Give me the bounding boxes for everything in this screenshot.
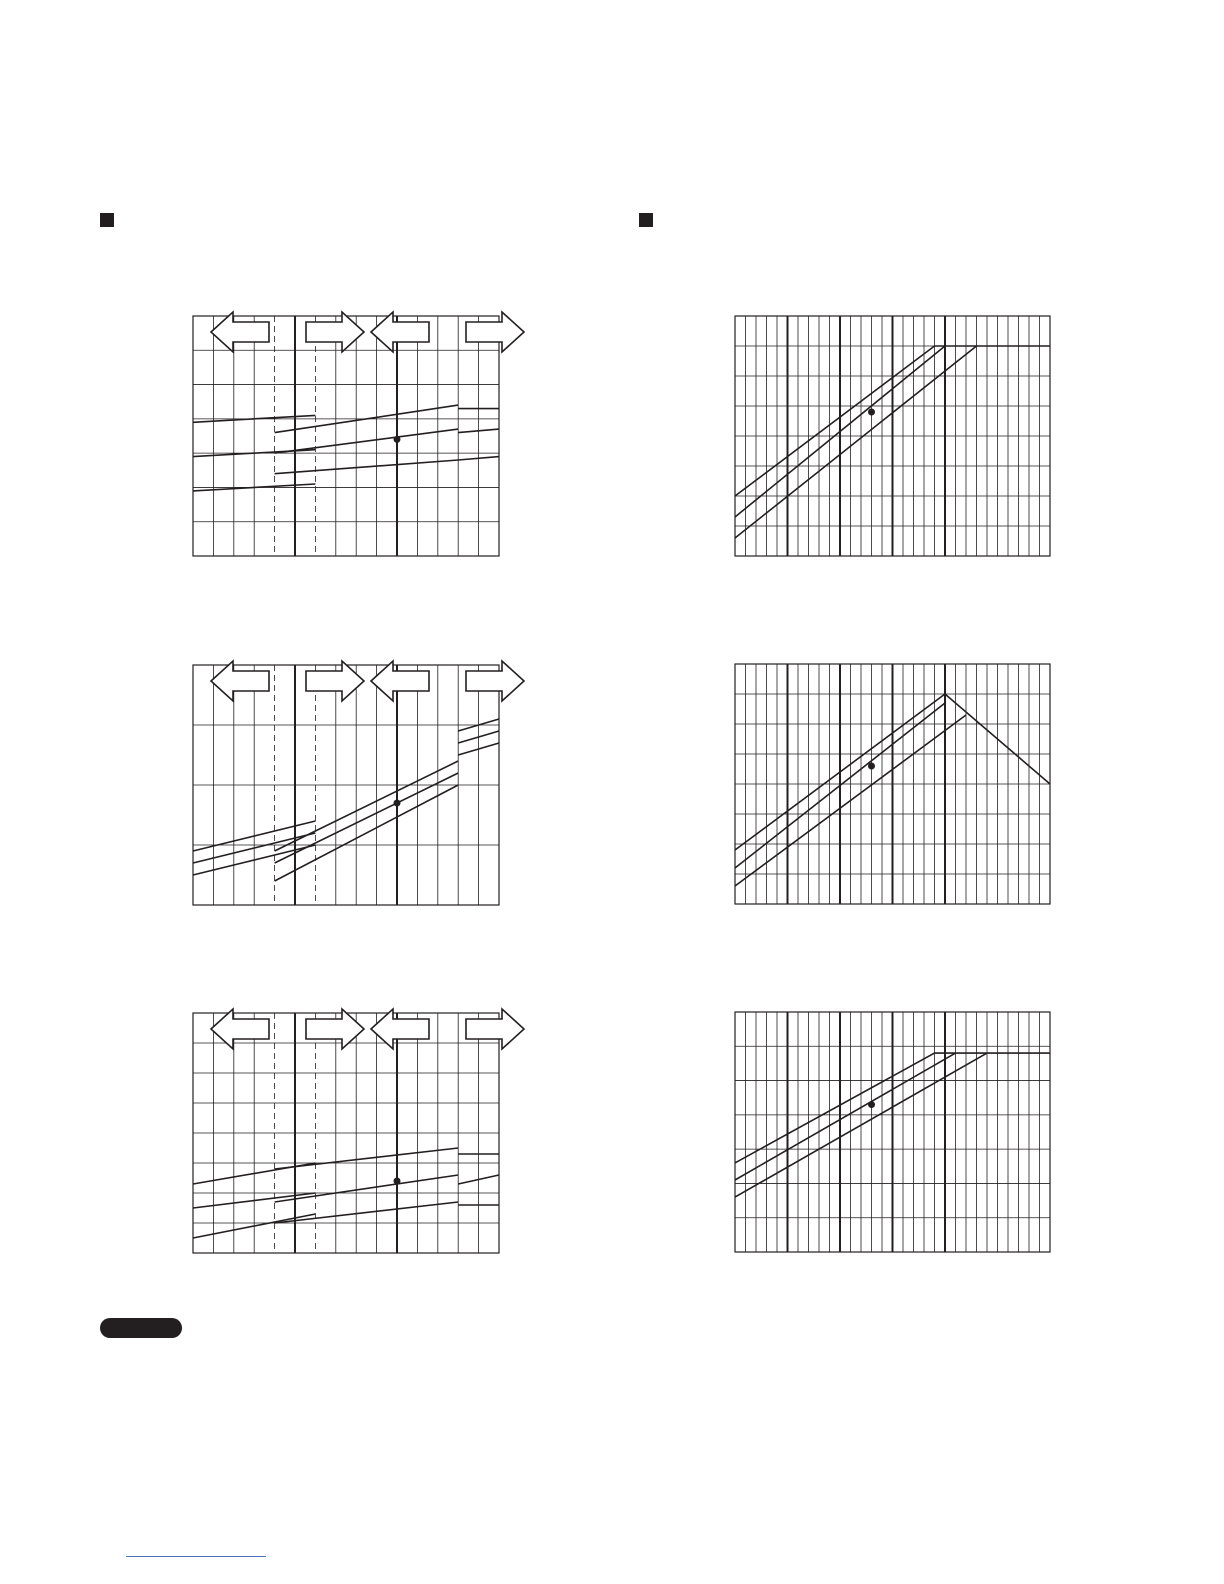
arrow-left-icon xyxy=(211,312,269,352)
reference-point xyxy=(394,436,401,443)
reference-point xyxy=(868,409,875,416)
reference-point xyxy=(394,1178,401,1185)
arrow-right-icon xyxy=(306,312,364,352)
chart-right-1 xyxy=(728,310,1058,562)
series-line-3 xyxy=(275,1202,459,1223)
plot-frame xyxy=(193,316,499,556)
section-bullet-right-icon xyxy=(639,213,653,227)
series-line-1 xyxy=(275,761,459,851)
arrow-left-icon xyxy=(371,661,429,701)
series-line-2 xyxy=(275,429,459,453)
reference-point xyxy=(394,800,401,807)
arrow-right-icon xyxy=(466,661,524,701)
series-line-2 xyxy=(275,773,459,863)
chart-left-1 xyxy=(186,306,534,562)
reference-point xyxy=(868,763,875,770)
chart-right-2 xyxy=(728,658,1058,910)
series-line-2 xyxy=(275,1175,459,1202)
section-bullet-left-icon xyxy=(100,213,114,227)
note-pill-icon xyxy=(100,1318,182,1338)
series-line-3 xyxy=(275,785,459,881)
series-line-3 xyxy=(275,460,459,474)
chart-left-2 xyxy=(186,655,534,911)
reference-point xyxy=(868,1101,875,1108)
chart-left-3 xyxy=(186,1003,534,1259)
arrow-right-icon xyxy=(306,661,364,701)
chart-right-3 xyxy=(728,1006,1058,1258)
series-line-2 xyxy=(735,1053,956,1180)
footer-rule xyxy=(126,1556,266,1557)
series-line-3 xyxy=(735,346,977,538)
arrow-right-icon xyxy=(466,312,524,352)
arrow-left-icon xyxy=(371,312,429,352)
arrow-left-icon xyxy=(211,661,269,701)
series-line-1 xyxy=(275,1148,459,1169)
